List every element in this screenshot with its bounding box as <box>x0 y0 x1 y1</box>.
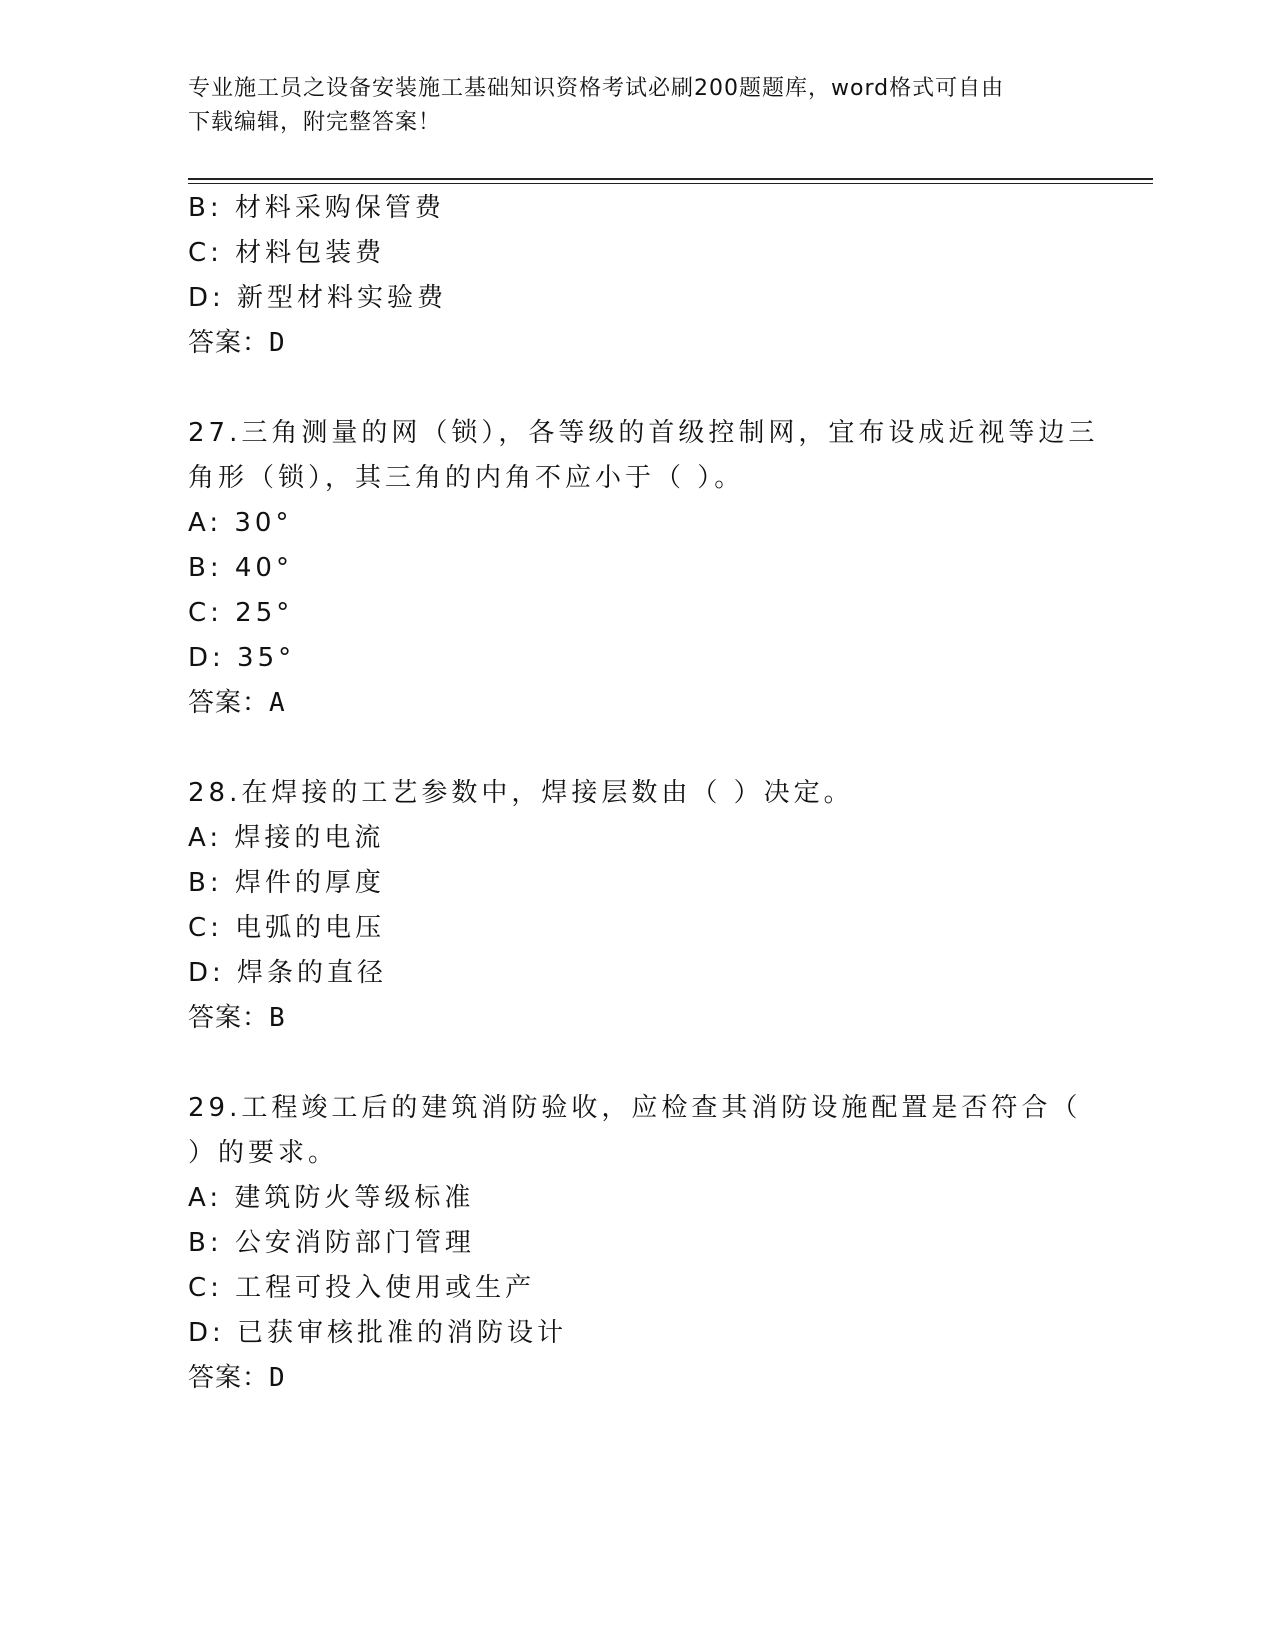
q29-option-c: C: 工程可投入使用或生产 <box>188 1273 536 1303</box>
q29-option-a: A: 建筑防火等级标准 <box>188 1183 475 1213</box>
q27-answer: 答案：A <box>188 688 286 718</box>
q29-stem-line-1: 29.工程竣工后的建筑消防验收，应检查其消防设施配置是否符合（ <box>188 1093 1082 1123</box>
q29-stem-line-2: ）的要求。 <box>188 1138 339 1168</box>
q27-option-a: A: 30° <box>188 508 293 538</box>
q26-option-d: D: 新型材料实验费 <box>188 283 448 313</box>
q28-option-b: B: 焊件的厚度 <box>188 868 385 898</box>
q27-stem-line-1: 27.三角测量的网（锁），各等级的首级控制网，宜布设成近视等边三 <box>188 418 1099 448</box>
q29-option-b: B: 公安消防部门管理 <box>188 1228 475 1258</box>
q27-option-c: C: 25° <box>188 598 294 628</box>
q27-option-b: B: 40° <box>188 553 293 583</box>
q27-option-d: D: 35° <box>188 643 296 673</box>
q26-answer: 答案：D <box>188 328 286 358</box>
q28-stem-line-1: 28.在焊接的工艺参数中，焊接层数由（ ）决定。 <box>188 778 854 808</box>
q27-stem-line-2: 角形（锁），其三角的内角不应小于（ ）。 <box>188 463 745 493</box>
document-header <box>188 72 1068 140</box>
header-line-2: 下载编辑，附完整答案！ <box>188 110 442 135</box>
q26-option-c: C: 材料包装费 <box>188 238 386 268</box>
q28-option-d: D: 焊条的直径 <box>188 958 388 988</box>
q28-option-a: A: 焊接的电流 <box>188 823 385 853</box>
q26-option-b: B: 材料采购保管费 <box>188 193 445 223</box>
header-rule-thick <box>188 178 1153 180</box>
q29-answer: 答案：D <box>188 1363 286 1393</box>
header-rule-thin <box>188 183 1153 184</box>
q28-option-c: C: 电弧的电压 <box>188 913 386 943</box>
q29-option-d: D: 已获审核批准的消防设计 <box>188 1318 568 1348</box>
q28-answer: 答案：B <box>188 1003 286 1033</box>
header-line-1: 专业施工员之设备安装施工基础知识资格考试必刷200题题库，word格式可自由 <box>188 76 1005 101</box>
